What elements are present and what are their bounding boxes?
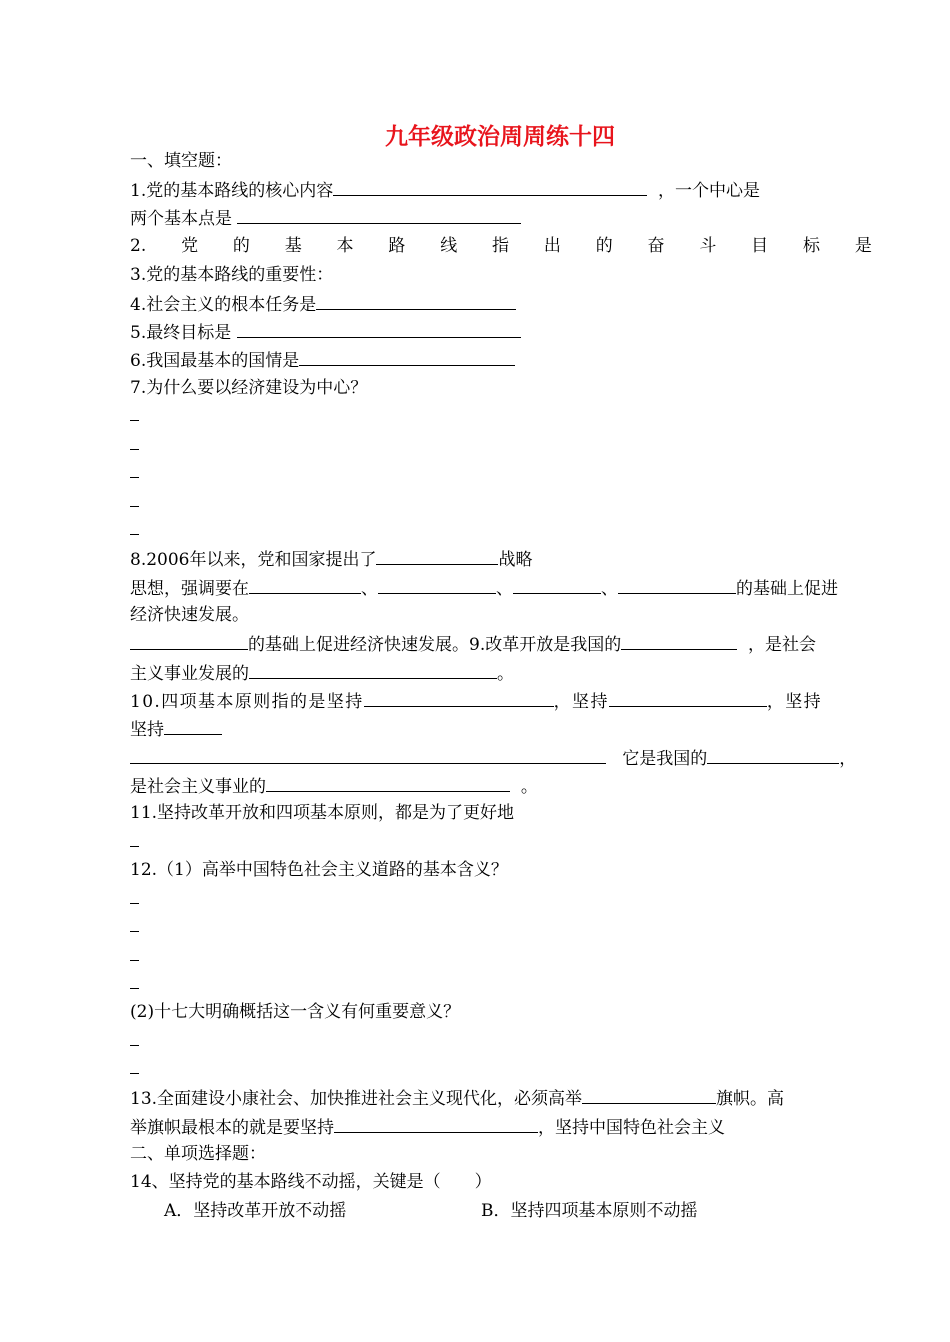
question-9-cont: 主义事业发展的 。 — [130, 660, 514, 684]
question-1-cont: 两个基本点是 — [130, 205, 521, 229]
question-2-char: 党 — [181, 236, 199, 256]
question-11: 11.坚持改革开放和四项基本原则，都是为了更好地 — [130, 803, 515, 823]
question-12: 12.（1）高举中国特色社会主义道路的基本含义？ — [130, 860, 508, 880]
answer-blank[interactable] — [130, 631, 248, 650]
answer-blank[interactable] — [364, 688, 554, 707]
answer-line[interactable] — [130, 433, 139, 457]
question-8: 8.2006年以来，党和国家提出了 战略 — [130, 546, 532, 570]
answer-blank[interactable] — [316, 291, 516, 310]
question-2-char: 指 — [492, 236, 510, 256]
option-b[interactable]: B．坚持四项基本原则不动摇 — [481, 1201, 698, 1221]
answer-blank[interactable] — [237, 319, 521, 338]
question-2-char: 线 — [440, 236, 458, 256]
question-1: 1.党的基本路线的核心内容 ，一个中心是 — [130, 177, 760, 201]
question-2-char: 是 — [854, 236, 872, 256]
answer-line[interactable] — [130, 490, 139, 514]
question-2-char: 2. — [130, 236, 147, 256]
question-2-char: 本 — [336, 236, 354, 256]
answer-line[interactable] — [130, 1029, 139, 1053]
answer-blank[interactable] — [513, 575, 601, 594]
answer-blank[interactable] — [618, 575, 736, 594]
question-2-char: 斗 — [699, 236, 717, 256]
question-2-char: 出 — [543, 236, 561, 256]
question-6: 6.我国最基本的国情是 — [130, 347, 515, 371]
question-2-char: 标 — [803, 236, 820, 256]
option-a[interactable]: A．坚持改革开放不动摇 — [164, 1201, 347, 1221]
answer-blank[interactable] — [249, 575, 361, 594]
question-3: 3.党的基本路线的重要性： — [130, 265, 334, 285]
question-2-char: 奋 — [647, 236, 665, 256]
question-13: 13.全面建设小康社会、加快推进社会主义现代化，必须高举 旗帜。高 — [130, 1085, 784, 1109]
page-title: 九年级政治周周练十四 — [385, 124, 615, 150]
question-2 — [130, 234, 872, 258]
question-13-cont: 举旗帜最根本的就是要坚持 ，坚持中国特色社会主义 — [130, 1114, 725, 1138]
question-2-char: 的 — [232, 236, 250, 256]
section-heading: 一、填空题： — [130, 151, 232, 171]
question-10-cont2: 它是我国的 ， — [130, 745, 856, 769]
question-8-cont2: 经济快速发展。 — [130, 605, 249, 625]
answer-blank[interactable] — [376, 546, 498, 565]
answer-line[interactable] — [130, 404, 139, 428]
answer-blank[interactable] — [582, 1085, 716, 1104]
answer-blank[interactable] — [333, 177, 647, 196]
question-2-char: 路 — [388, 236, 406, 256]
question-2-char: 的 — [595, 236, 613, 256]
answer-blank[interactable] — [237, 205, 521, 224]
answer-line[interactable] — [130, 887, 139, 911]
answer-blank[interactable] — [334, 1114, 538, 1133]
question-5: 5.最终目标是 — [130, 319, 521, 343]
question-2-char: 基 — [284, 236, 302, 256]
question-14: 14、坚持党的基本路线不动摇，关键是（ ） — [130, 1172, 492, 1192]
answer-blank[interactable] — [249, 660, 497, 679]
answer-line[interactable] — [130, 944, 139, 968]
answer-blank[interactable] — [266, 773, 510, 792]
answer-line[interactable] — [130, 461, 139, 485]
answer-blank[interactable] — [609, 688, 767, 707]
answer-line[interactable] — [130, 518, 139, 542]
answer-line[interactable] — [130, 972, 139, 996]
question-4: 4.社会主义的根本任务是 — [130, 291, 516, 315]
answer-line[interactable] — [130, 1057, 139, 1081]
answer-blank[interactable] — [299, 347, 515, 366]
question-8-cont: 思想，强调要在 、 、 、 的基础上促进 — [130, 575, 838, 599]
answer-blank[interactable] — [621, 631, 737, 650]
question-10: 10.四项基本原则指的是坚持 ，坚持 ，坚持 — [130, 688, 822, 712]
question-12-part2: (2)十七大明确概括这一含义有何重要意义？ — [130, 1002, 461, 1022]
answer-blank[interactable] — [378, 575, 496, 594]
answer-blank[interactable] — [707, 745, 839, 764]
question-2-char: 目 — [751, 236, 769, 256]
question-10-cont3: 是社会主义事业的 。 — [130, 773, 538, 797]
answer-line[interactable] — [130, 830, 139, 854]
answer-blank[interactable] — [164, 716, 222, 735]
answer-blank[interactable] — [130, 745, 606, 764]
question-7: 7.为什么要以经济建设为中心？ — [130, 378, 368, 398]
section-heading: 二、单项选择题： — [130, 1144, 266, 1164]
answer-line[interactable] — [130, 915, 139, 939]
question-9: 的基础上促进经济快速发展。9.改革开放是我国的 ，是社会 — [130, 631, 816, 655]
question-10-cont: 坚持 — [130, 716, 222, 740]
